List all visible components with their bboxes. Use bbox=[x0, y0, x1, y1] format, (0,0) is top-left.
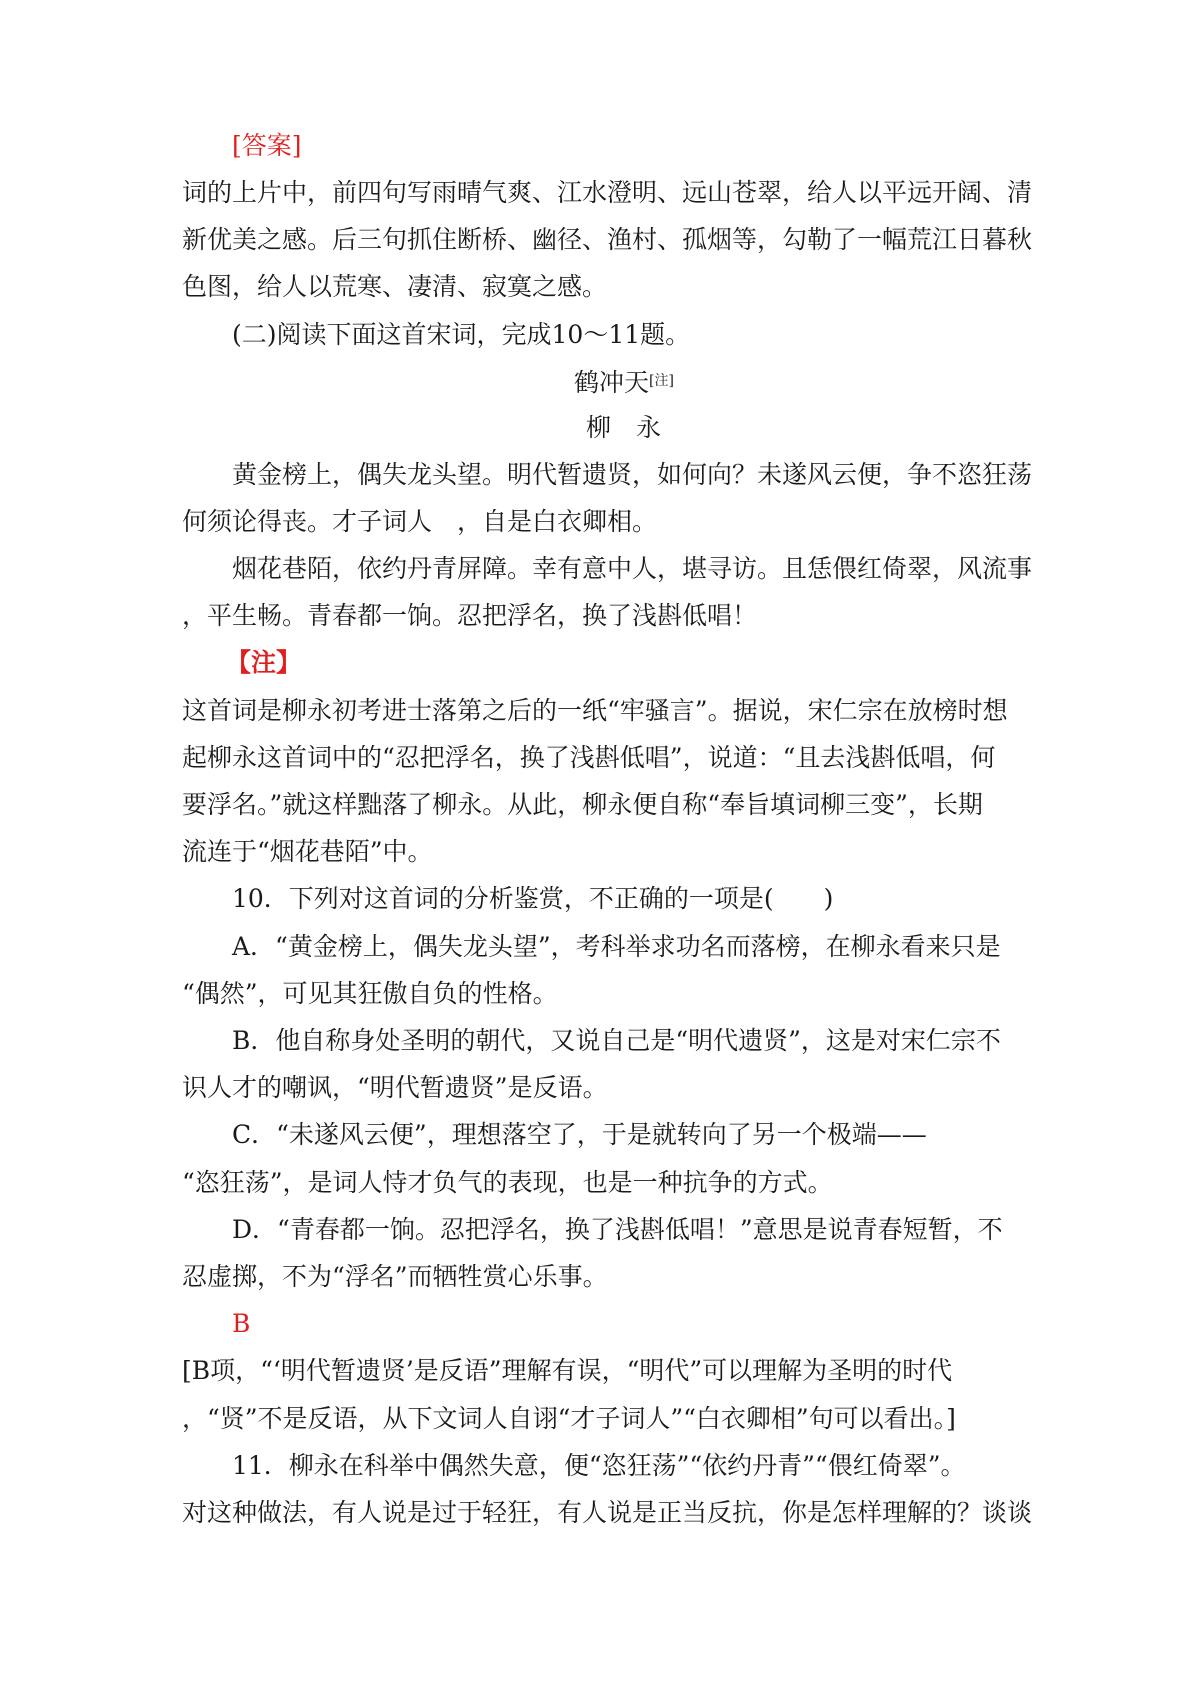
q10-option-b-line-1: B．他自称身处圣明的朝代，又说自己是“明代遗贤”，这是对宋仁宗不 bbox=[232, 1026, 1001, 1055]
poem-author: 柳 永 bbox=[586, 413, 662, 442]
stanza1-line-1: 黄金榜上，偶失龙头望。明代暂遗贤，如何向？未遂风云便，争不恣狂荡 bbox=[232, 460, 1033, 489]
q10-option-a-line-1: A．“黄金榜上，偶失龙头望”，考科举求功名而落榜，在柳永看来只是 bbox=[232, 932, 1001, 961]
answer-line-1: 词的上片中，前四句写雨晴气爽、江水澄明、远山苍翠，给人以平远开阔、清 bbox=[182, 178, 1033, 207]
q10-stem: 10．下列对这首词的分析鉴赏，不正确的一项是( ) bbox=[232, 884, 834, 913]
q10-option-a-line-2: “偶然”，可见其狂傲自负的性格。 bbox=[182, 979, 558, 1008]
q10-answer: B bbox=[232, 1309, 251, 1338]
note-label: 【注】 bbox=[226, 648, 302, 677]
note-line-1: 这首词是柳永初考进士落第之后的一纸“牢骚言”。据说，宋仁宗在放榜时想 bbox=[182, 696, 1008, 725]
q10-option-d-line-2: 忍虚掷，不为“浮名”而牺牲赏心乐事。 bbox=[182, 1262, 608, 1291]
answer-label: [答案] bbox=[232, 131, 302, 160]
stanza2-line-1: 烟花巷陌，依约丹青屏障。幸有意中人，堪寻访。且恁偎红倚翠，风流事 bbox=[232, 554, 1033, 583]
q11-line-2: 对这种做法，有人说是过于轻狂，有人说是正当反抗，你是怎样理解的？谈谈 bbox=[182, 1498, 1033, 1527]
poem-title-note: [注] bbox=[649, 373, 674, 389]
q10-explanation-line-2: ，“贤”不是反语，从下文词人自诩“才子词人”“白衣卿相”句可以看出。] bbox=[182, 1404, 956, 1433]
poem-title bbox=[574, 366, 674, 398]
section-intro: (二)阅读下面这首宋词，完成10～11题。 bbox=[232, 320, 691, 349]
q10-option-d-line-1: D．“青春都一饷。忍把浮名，换了浅斟低唱！”意思是说青春短暂，不 bbox=[232, 1215, 1003, 1244]
note-line-4: 流连于“烟花巷陌”中。 bbox=[182, 837, 433, 866]
answer-line-3: 色图，给人以荒寒、凄清、寂寞之感。 bbox=[182, 272, 608, 301]
note-line-2: 起柳永这首词中的“忍把浮名，换了浅斟低唱”，说道：“且去浅斟低唱，何 bbox=[182, 743, 996, 772]
answer-line-2: 新优美之感。后三句抓住断桥、幽径、渔村、孤烟等，勾勒了一幅荒江日暮秋 bbox=[182, 225, 1033, 254]
q10-option-c-line-2: “恣狂荡”，是词人恃才负气的表现，也是一种抗争的方式。 bbox=[182, 1168, 833, 1197]
q10-option-b-line-2: 识人才的嘲讽，“明代暂遗贤”是反语。 bbox=[182, 1073, 608, 1102]
poem-title-text: 鹤冲天 bbox=[574, 368, 650, 397]
stanza1-line-2: 何须论得丧。才子词人 ，自是白衣卿相。 bbox=[182, 507, 658, 536]
stanza2-line-2: ，平生畅。青春都一饷。忍把浮名，换了浅斟低唱！ bbox=[182, 601, 758, 630]
q10-explanation-line-1: [B项，“‘明代暂遗贤’是反语”理解有误，“明代”可以理解为圣明的时代 bbox=[182, 1356, 953, 1385]
q11-line-1: 11．柳永在科举中偶然失意，便“恣狂荡”“依约丹青”“偎红倚翠”。 bbox=[232, 1451, 966, 1480]
note-line-3: 要浮名。”就这样黜落了柳永。从此，柳永便自称“奉旨填词柳三变”，长期 bbox=[182, 790, 983, 819]
q10-option-c-line-1: C．“未遂风云便”，理想落空了，于是就转向了另一个极端—— bbox=[232, 1120, 927, 1149]
